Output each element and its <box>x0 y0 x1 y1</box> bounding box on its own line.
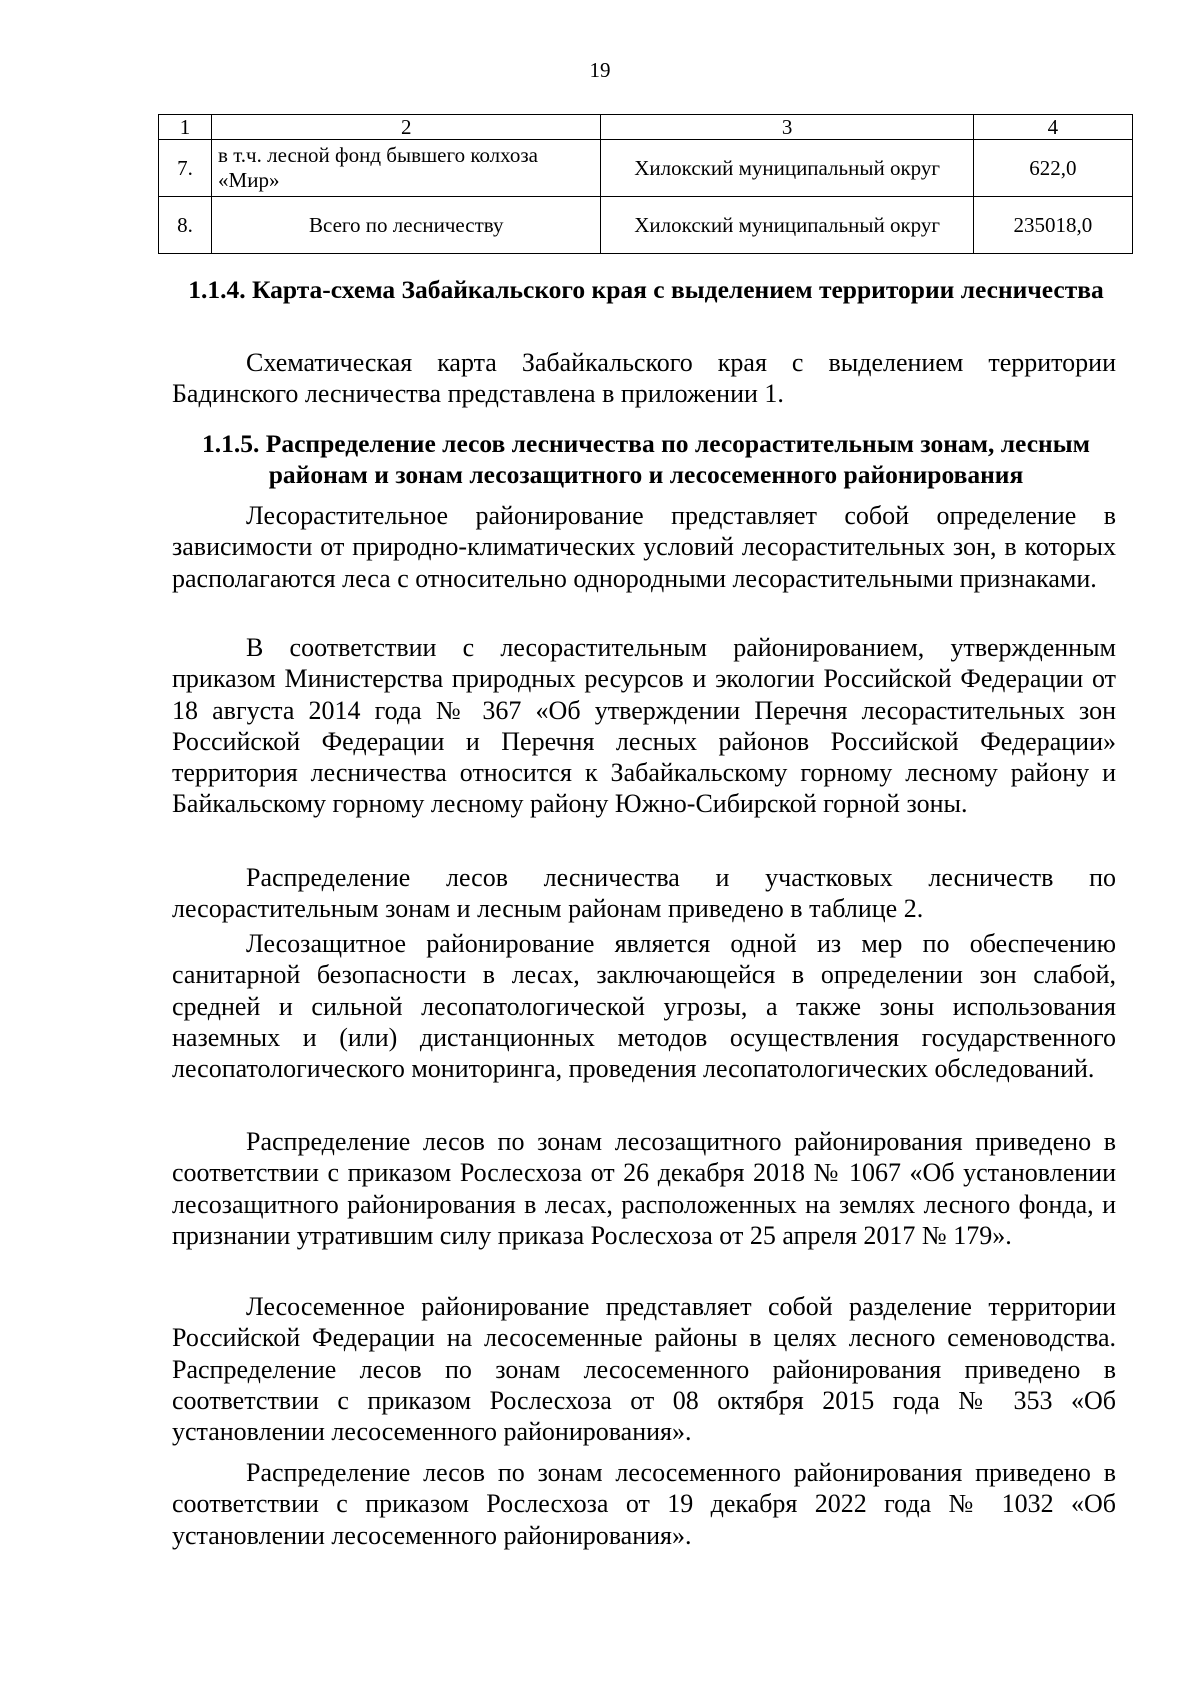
paragraph: Схематическая карта Забайкальского края с выделением территории Бадинского лесничества представлена в приложении 1. <box>172 348 1116 409</box>
paragraph: Лесорастительное районирование представляет собой определение в зависимости от природно-климатических условий лесорастительных зон, в которых располагаются леса с относительно однородными лесорастительными признаками. <box>172 501 1116 593</box>
paragraph: Лесосеменное районирование представляет собой разделение территории Российской Федерации на лесосеменные районы в целях лесного семеноводства. Распределение лесов по зонам лесосеменного районирования приведено в соответствии с приказом Рослесхоза от 08 октября 2015 года № 353 «Об установлении лесосеменного районирования». <box>172 1292 1116 1447</box>
table-cell-number: 8. <box>159 197 212 254</box>
table-cell-district: Хилокский муниципальный округ <box>601 140 973 197</box>
table-header-cell: 2 <box>212 115 601 140</box>
paragraph: Распределение лесов по зонам лесозащитного районирования приведено в соответствии с приказом Рослесхоза от 26 декабря 2018 № 1067 «Об установлении лесозащитного районирования в лесах, расположенных на землях лесного фонда, и признании утратившим силу приказа Рослесхоза от 25 апреля 2017 № 179». <box>172 1127 1116 1250</box>
table-cell-name: Всего по лесничеству <box>212 197 601 254</box>
paragraph: Распределение лесов по зонам лесосеменного районирования приведено в соответствии с приказом Рослесхоза от 19 декабря 2022 года № 1032 «Об установлении лесосеменного районирования». <box>172 1458 1116 1550</box>
paragraph: Лесозащитное районирование является одной из мер по обеспечению санитарной безопасности в лесах, заключающейся в определении зон слабой, средней и сильной лесопатологической угрозы, а также зоны использования наземных и (или) дистанционных методов осуществления государственного лесопатологического мониторинга, проведения лесопатологических обследований. <box>172 929 1116 1084</box>
table-cell-number: 7. <box>159 140 212 197</box>
table-cell-area: 235018,0 <box>973 197 1132 254</box>
table-row <box>159 140 1133 197</box>
table-cell-area: 622,0 <box>973 140 1132 197</box>
table-header-cell: 4 <box>973 115 1132 140</box>
table-cell-district: Хилокский муниципальный округ <box>601 197 973 254</box>
page-number: 19 <box>589 58 611 82</box>
paragraph: В соответствии с лесорастительным районированием, утвержденным приказом Министерства природных ресурсов и экологии Российской Федерации от 18 августа 2014 года № 367 «Об утверждении Перечня лесорастительных зон Российской Федерации и Перечня лесных районов Российской Федерации» территория лесничества относится к Забайкальскому горному лесному району и Байкальскому горному лесному району Южно-Сибирской горной зоны. <box>172 633 1116 819</box>
continued-table <box>158 114 1133 254</box>
section-heading-1-1-5: 1.1.5. Распределение лесов лесничества по лесорастительным зонам, лесным районам и зонам лесозащитного и лесосеменного районирования <box>202 429 1090 489</box>
section-heading-1-1-4: 1.1.4. Карта-схема Забайкальского края с выделением территории лесничества <box>188 275 1104 304</box>
table-header-row <box>159 115 1133 140</box>
table-cell-name: в т.ч. лесной фонд бывшего колхоза «Мир» <box>212 140 601 197</box>
table-row <box>159 197 1133 254</box>
table-header-cell: 1 <box>159 115 212 140</box>
table-header-cell: 3 <box>601 115 973 140</box>
paragraph: Распределение лесов лесничества и участковых лесничеств по лесорастительным зонам и лесным районам приведено в таблице 2. <box>172 863 1116 924</box>
